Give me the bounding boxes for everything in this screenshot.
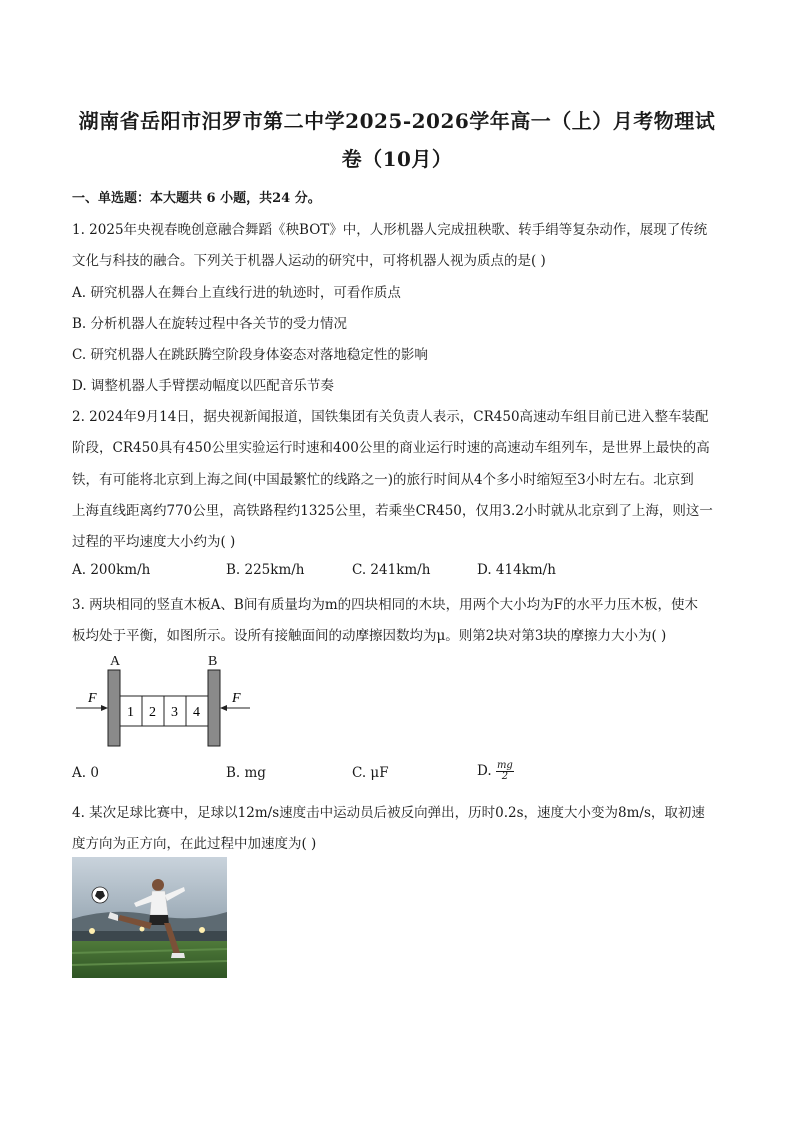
q2-stem-line3: 铁，有可能将北京到上海之间(中国最繁忙的线路之一)的旅行时间从4个多小时缩短至3小时左右。北京到 (72, 472, 694, 488)
q1-option-a: A. 研究机器人在舞台上直线行进的轨迹时，可看作质点 (72, 285, 401, 301)
board-b (208, 670, 220, 746)
q3-option-b: B. mg (226, 765, 266, 781)
q2-stem-line4: 上海直线距离约770公里，高铁路程约1325公里，若乘坐CR450，仅用3.2小时就从北京到了上海，则这一 (72, 503, 713, 519)
q4-stem-line2: 度方向为正方向，在此过程中加速度为( ) (72, 836, 317, 852)
q3-option-d (477, 761, 514, 782)
q3-option-a: A. 0 (72, 765, 99, 781)
force-right-label: F (232, 691, 241, 706)
q1-option-c: C. 研究机器人在跳跃腾空阶段身体姿态对落地稳定性的影响 (72, 347, 428, 363)
section-heading: 一、单选题：本大题共 6 小题，共24 分。 (72, 191, 321, 206)
q1-option-d: D. 调整机器人手臂摆动幅度以匹配音乐节奏 (72, 378, 334, 394)
q3-stem-line2: 板均处于平衡，如图所示。设所有接触面间的动摩擦因数均为μ。则第2块对第3块的摩擦力大小为( ) (72, 628, 667, 644)
force-left-arrowhead (101, 705, 108, 711)
exam-title-line1: 湖南省岳阳市汨罗市第二中学2025-2026学年高一（上）月考物理试 (78, 109, 716, 133)
block-board-diagram (72, 650, 252, 750)
q2-option-d: D. 414km/h (477, 562, 556, 578)
q3-option-d-prefix: D. (477, 763, 496, 779)
fraction-denominator: 2 (501, 771, 509, 782)
block-1-label: 1 (127, 705, 134, 720)
block-3-label: 3 (171, 705, 178, 720)
force-left-label: F (88, 691, 97, 706)
board-b-label: B (208, 654, 218, 669)
q2-option-c: C. 241km/h (352, 562, 431, 578)
q2-stem-line5: 过程的平均速度大小约为( ) (72, 534, 236, 550)
force-right-arrowhead (220, 705, 227, 711)
q1-option-b: B. 分析机器人在旋转过程中各关节的受力情况 (72, 316, 348, 332)
q1-stem-line1: 1. 2025年央视春晚创意融合舞蹈《秧BOT》中，人形机器人完成扭秧歌、转手绢等复杂动作，展现了传统 (72, 222, 708, 238)
q2-option-b: B. 225km/h (226, 562, 305, 578)
q2-option-a: A. 200km/h (72, 562, 151, 578)
q3-stem-line1: 3. 两块相同的竖直木板A、B间有质量均为m的四块相同的木块，用两个大小均为F的水平力压木板，使木 (72, 597, 699, 613)
q3-option-c: C. μF (352, 765, 389, 781)
q2-stem-line1: 2. 2024年9月14日，据央视新闻报道，国铁集团有关负责人表示，CR450高速动车组目前已进入整车装配 (72, 409, 709, 425)
board-a (108, 670, 120, 746)
board-a-label: A (110, 654, 121, 669)
soccer-player-photo (72, 857, 227, 978)
block-2-label: 2 (149, 705, 156, 720)
q1-stem-line2: 文化与科技的融合。下列关于机器人运动的研究中，可将机器人视为质点的是( ) (72, 253, 546, 269)
fraction-numerator: mg (496, 760, 513, 771)
exam-title-line2: 卷（10月） (341, 147, 453, 171)
q2-stem-line2: 阶段，CR450具有450公里实验运行时速和400公里的商业运行时速的高速动车组列车，是世界上最快的高 (72, 440, 710, 456)
q4-stem-line1: 4. 某次足球比赛中，足球以12m/s速度击中运动员后被反向弹出，历时0.2s，速度大小变为8m/s，取初速 (72, 805, 705, 821)
block-4-label: 4 (193, 705, 200, 720)
q3-option-d-fraction (496, 761, 514, 782)
